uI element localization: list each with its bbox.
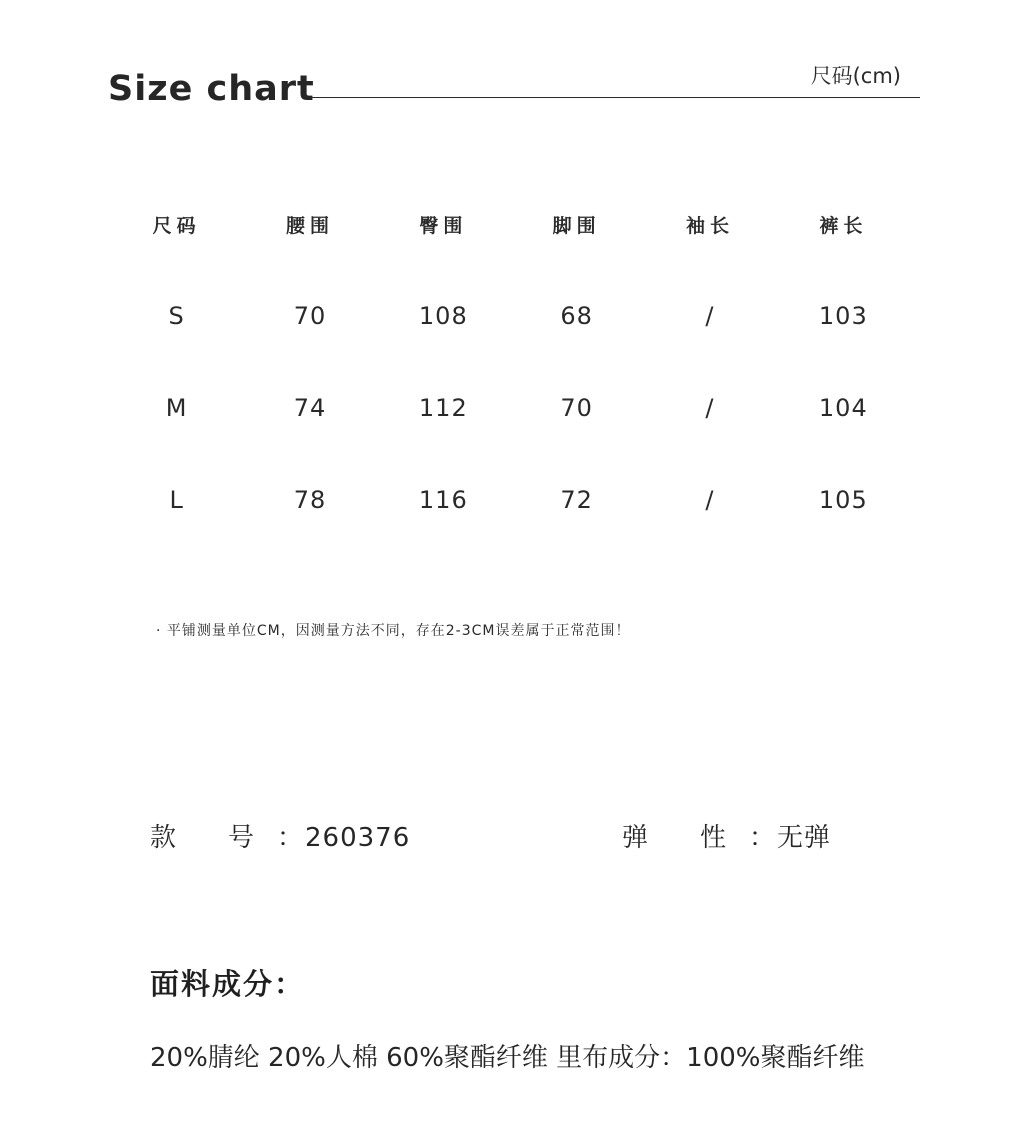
column-header-hip: 臀围 [419,214,468,237]
table-cell: / [705,394,715,422]
column-header-waist: 腰围 [285,214,334,237]
table-cell: 112 [418,394,468,422]
style-number-label-char-1: 款 [150,823,177,853]
table-cell: 70 [293,302,327,330]
table-cell: 68 [560,302,593,330]
table-cell: S [168,302,185,330]
style-number-value: 260376 [305,823,411,853]
column-header-sleeve-length: 袖长 [685,214,734,237]
measurement-note: · 平铺测量单位CM，因测量方法不同，存在2-3CM误差属于正常范围！ [156,623,631,639]
fabric-composition-text: 20%腈纶 20%人棉 60%聚酯纤维 里布成分：100%聚酯纤维 [150,1043,865,1073]
elasticity-spec [622,820,831,856]
style-number-spec [150,820,410,856]
title-divider [308,97,920,98]
table-cell: / [705,302,715,330]
table-cell: / [705,486,715,514]
table-cell: 108 [418,302,468,330]
elasticity-label-char-1: 弹 [622,823,649,853]
elasticity-label-char-2: 性 [700,823,727,853]
size-table [110,200,910,546]
table-cell: 74 [293,394,327,422]
table-header-row [110,200,910,248]
table-cell: 70 [560,394,593,422]
style-number-colon: ： [277,823,304,853]
elasticity-label [622,820,749,856]
table-row [110,362,910,454]
elasticity-value: 无弹 [777,823,832,853]
table-cell: L [169,486,184,514]
column-header-size: 尺码 [152,214,201,237]
unit-label: 尺码(cm) [810,64,901,88]
elasticity-colon: ： [749,823,776,853]
table-cell: 104 [818,394,868,422]
column-header-leg-opening: 脚围 [552,214,601,237]
style-number-label-char-2: 号 [228,823,255,853]
column-header-pants-length: 裤长 [819,214,868,237]
table-cell: 116 [418,486,468,514]
table-cell: 78 [293,486,327,514]
table-cell: 103 [818,302,868,330]
style-number-label [150,820,277,856]
table-cell: 72 [560,486,593,514]
table-row [110,248,910,362]
fabric-composition-title: 面料成分： [150,967,306,1001]
table-cell: 105 [818,486,868,514]
table-row [110,454,910,546]
page-title: Size chart [108,69,315,109]
table-cell: M [165,394,188,422]
